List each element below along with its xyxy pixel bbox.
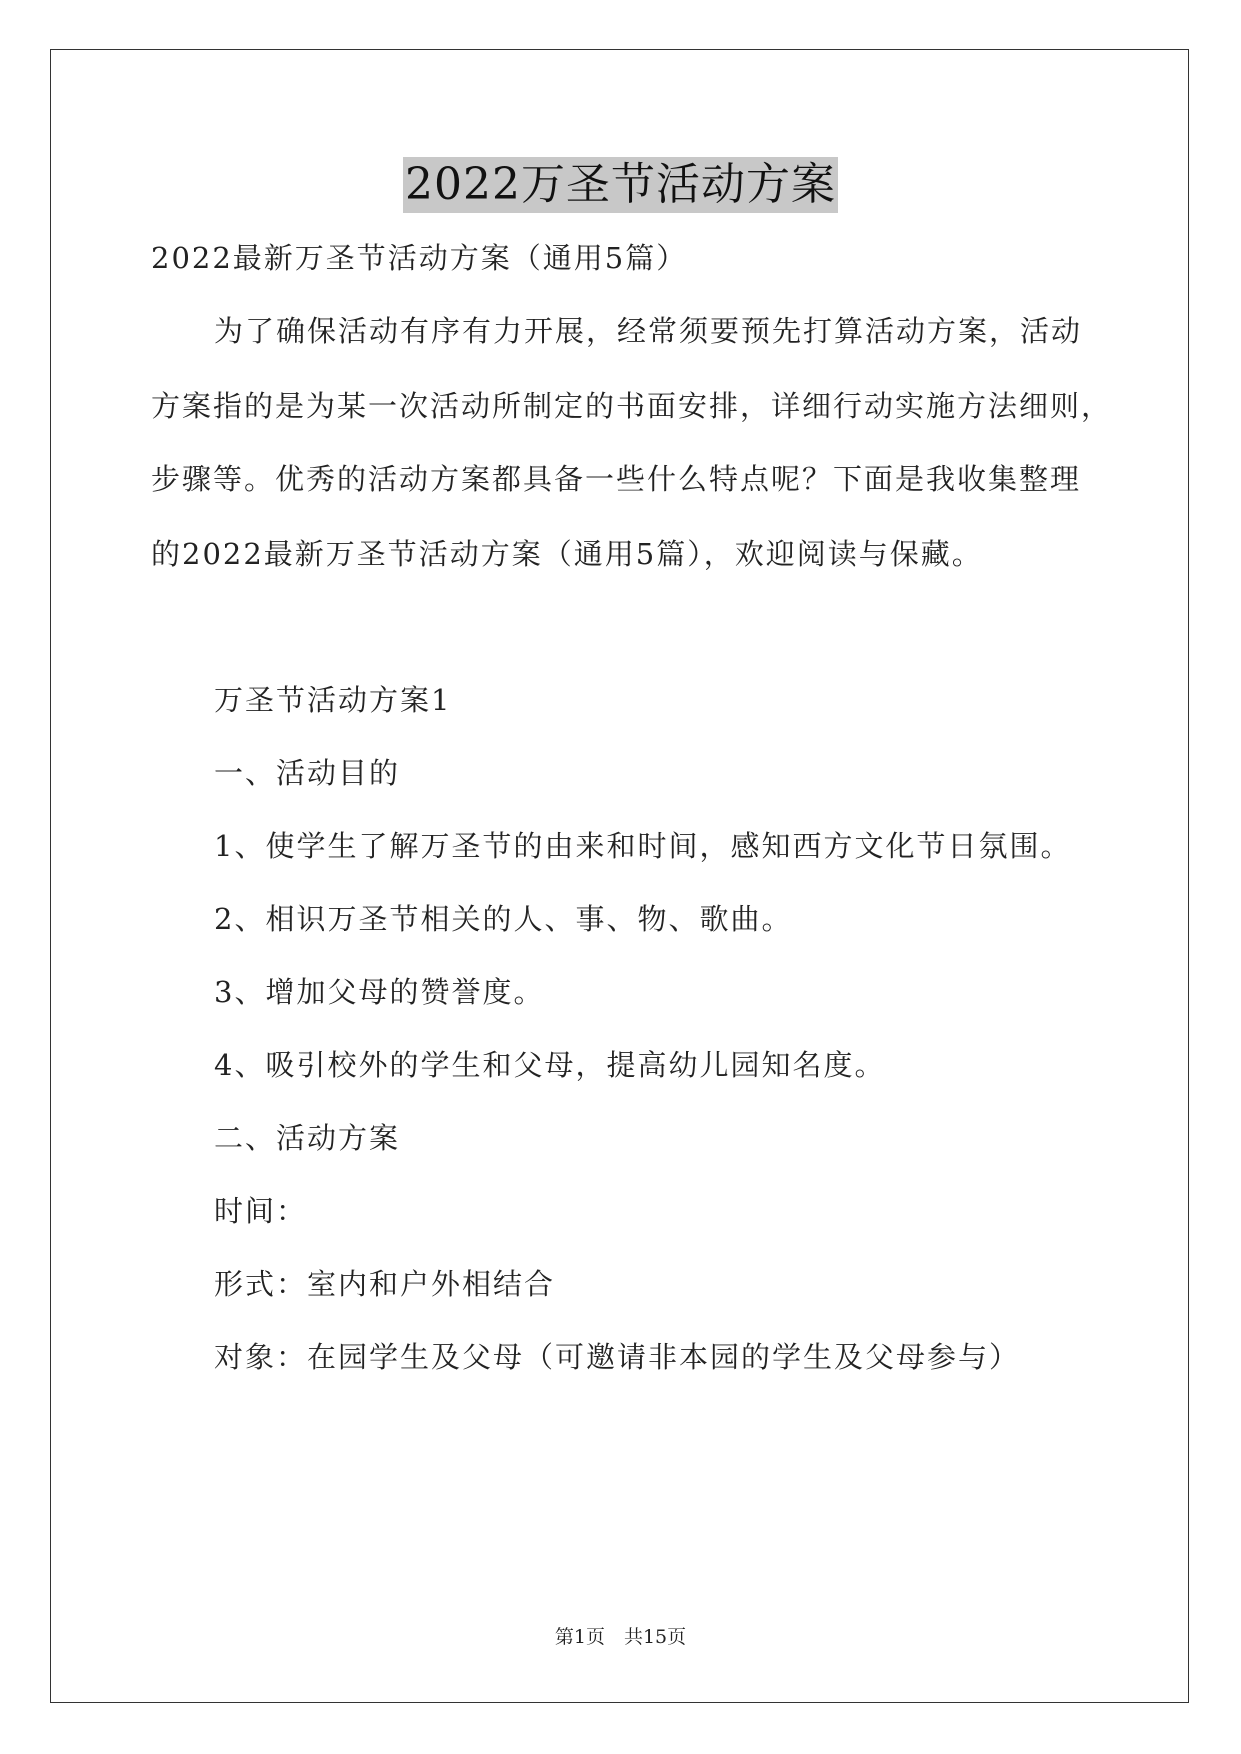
page-border <box>50 49 1189 1703</box>
intro-line-2: 方案指的是为某一次活动所制定的书面安排，详细行动实施方法细则， <box>151 389 1113 423</box>
target-text: 对象：在园学生及父母（可邀请非本园的学生及父母参与） <box>214 1340 1021 1374</box>
goal-item-2: 2、相识万圣节相关的人、事、物、歌曲。 <box>214 902 793 936</box>
goal-item-1: 1、使学生了解万圣节的由来和时间，感知西方文化节日氛围。 <box>214 829 1072 863</box>
goal-item-3: 3、增加父母的赞誉度。 <box>214 975 545 1009</box>
heading-purpose: 一、活动目的 <box>214 756 401 790</box>
document-subtitle: 2022最新万圣节活动方案（通用5篇） <box>151 241 688 275</box>
title-container <box>0 157 1241 213</box>
goal-item-4: 4、吸引校外的学生和父母，提高幼儿园知名度。 <box>214 1048 886 1082</box>
section-title: 万圣节活动方案1 <box>214 683 452 717</box>
page-number: 第1页 共15页 <box>554 1626 687 1648</box>
intro-line-4: 的2022最新万圣节活动方案（通用5篇），欢迎阅读与保藏。 <box>151 537 983 571</box>
form-text: 形式：室内和户外相结合 <box>214 1267 556 1301</box>
document-title: 2022万圣节活动方案 <box>403 157 838 213</box>
intro-line-3: 步骤等。优秀的活动方案都具备一些什么特点呢？下面是我收集整理 <box>151 462 1082 496</box>
heading-plan: 二、活动方案 <box>214 1121 401 1155</box>
intro-line-1: 为了确保活动有序有力开展，经常须要预先打算活动方案，活动 <box>214 314 1083 348</box>
time-label: 时间： <box>214 1194 308 1228</box>
